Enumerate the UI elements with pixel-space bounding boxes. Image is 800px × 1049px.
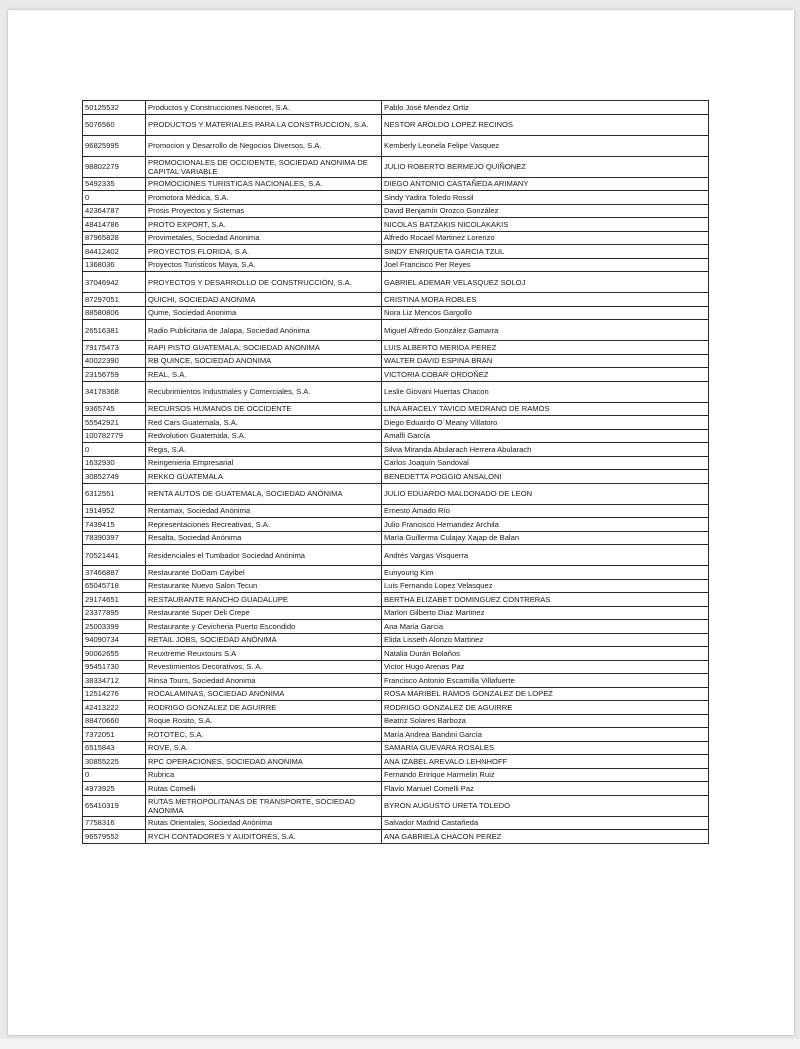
- representative-cell: Miguel Alfredo González Gamarra: [382, 320, 709, 341]
- company-name-cell: Roque Rosito, S.A.: [146, 714, 382, 728]
- company-name-cell: Proyectos Turísticos Maya, S.A.: [146, 258, 382, 272]
- table-row: [83, 177, 709, 191]
- nit-cell: 65410319: [83, 795, 146, 816]
- table-row: [83, 114, 709, 135]
- representative-cell: BENEDETTA POGGIO ANSALONI: [382, 470, 709, 484]
- company-name-cell: Prosis Proyectos y Sistemas: [146, 204, 382, 218]
- representative-cell: Amalfi García: [382, 429, 709, 443]
- nit-cell: 30852749: [83, 470, 146, 484]
- table-row: [83, 320, 709, 341]
- nit-cell: 25003399: [83, 620, 146, 634]
- company-name-cell: Restaurante DoDam Cayibel: [146, 566, 382, 580]
- table-row: [83, 341, 709, 355]
- representative-cell: María Andrea Bandini García: [382, 728, 709, 742]
- company-name-cell: QUICHI, SOCIEDAD ANONIMA: [146, 293, 382, 307]
- company-name-cell: REKKO GUATEMALA: [146, 470, 382, 484]
- table-row: [83, 354, 709, 368]
- company-name-cell: Recubrimientos Industriales y Comerciales, S.A.: [146, 381, 382, 402]
- table-row: [83, 429, 709, 443]
- nit-cell: 78390397: [83, 531, 146, 545]
- company-name-cell: Rutas Comelli: [146, 782, 382, 796]
- representative-cell: Sindy Yadira Toledo Rossil: [382, 191, 709, 205]
- company-name-cell: Residenciales el Tumbador Sociedad Anónima: [146, 545, 382, 566]
- representative-cell: Ana Maria Garcia: [382, 620, 709, 634]
- nit-cell: 96579552: [83, 830, 146, 844]
- representative-cell: María Guillerma Culajay Xajap de Balan: [382, 531, 709, 545]
- table-row: [83, 402, 709, 416]
- table-body: [83, 101, 709, 844]
- company-name-cell: PROYECTOS Y DESARROLLO DE CONSTRUCCIÓN, S.A.: [146, 272, 382, 293]
- representative-cell: Nora Liz Mencos Gargollo: [382, 306, 709, 320]
- table-row: [83, 258, 709, 272]
- table-row: [83, 470, 709, 484]
- nit-cell: 87965828: [83, 231, 146, 245]
- table-row: [83, 135, 709, 156]
- nit-cell: 23156759: [83, 368, 146, 382]
- table-row: [83, 381, 709, 402]
- nit-cell: 6312551: [83, 483, 146, 504]
- nit-cell: 9365745: [83, 402, 146, 416]
- nit-cell: 79175473: [83, 341, 146, 355]
- representative-cell: JULIO EDUARDO MALDONADO DE LEON: [382, 483, 709, 504]
- company-name-cell: Restaurante Super Deli Crepe: [146, 606, 382, 620]
- nit-cell: 95451730: [83, 660, 146, 674]
- representative-cell: Pablo José Mendez Ortiz: [382, 101, 709, 115]
- nit-cell: 29174651: [83, 593, 146, 607]
- table-row: [83, 687, 709, 701]
- nit-cell: 88580806: [83, 306, 146, 320]
- representative-cell: Leslie Giovani Huertas Chacon: [382, 381, 709, 402]
- company-name-cell: Productos y Construcciones Neocret, S.A.: [146, 101, 382, 115]
- nit-cell: 37046942: [83, 272, 146, 293]
- nit-cell: 7439415: [83, 518, 146, 532]
- representative-cell: Carlos Joaquín Sandoval: [382, 456, 709, 470]
- table-row: [83, 518, 709, 532]
- nit-cell: 23377895: [83, 606, 146, 620]
- representative-cell: LINA ARACELY TAVICO MEDRANO DE RAMOS: [382, 402, 709, 416]
- table-row: [83, 545, 709, 566]
- table-row: [83, 156, 709, 177]
- representative-cell: VICTORIA COBAR ORDOÑEZ: [382, 368, 709, 382]
- nit-cell: 30855225: [83, 755, 146, 769]
- representative-cell: Kemberly Leonela Felipe Vasquez: [382, 135, 709, 156]
- table-row: [83, 620, 709, 634]
- nit-cell: 48414786: [83, 218, 146, 232]
- nit-cell: 1368036: [83, 258, 146, 272]
- company-name-cell: RUTAS METROPOLITANAS DE TRANSPORTE, SOCIEDAD ANONIMA: [146, 795, 382, 816]
- table-row: [83, 830, 709, 844]
- table-row: [83, 368, 709, 382]
- nit-cell: 94090734: [83, 633, 146, 647]
- nit-cell: 42413222: [83, 701, 146, 715]
- company-name-cell: ROVE, S.A.: [146, 741, 382, 755]
- representative-cell: Victor Hugo Arenas Paz: [382, 660, 709, 674]
- table-row: [83, 272, 709, 293]
- company-name-cell: Reuxtreme Reuxtours S.A: [146, 647, 382, 661]
- representative-cell: Ernesto Amado Río: [382, 504, 709, 518]
- table-row: [83, 816, 709, 830]
- nit-cell: 90062655: [83, 647, 146, 661]
- representative-cell: GABRIEL ADEMAR VELASQUEZ SOLOJ: [382, 272, 709, 293]
- table-row: [83, 606, 709, 620]
- table-row: [83, 795, 709, 816]
- table-row: [83, 741, 709, 755]
- nit-cell: 34178368: [83, 381, 146, 402]
- table-row: [83, 714, 709, 728]
- representative-cell: DIEGO ANTONIO CASTAÑEDA ARIMANY: [382, 177, 709, 191]
- document-page: [8, 10, 794, 1035]
- nit-cell: 40022390: [83, 354, 146, 368]
- company-name-cell: REAL, S.A.: [146, 368, 382, 382]
- company-name-cell: Rutas Orientales, Sociedad Anónima: [146, 816, 382, 830]
- company-name-cell: PROYECTOS FLORIDA, S.A.: [146, 245, 382, 259]
- company-name-cell: Redvolution Guatemala, S.A.: [146, 429, 382, 443]
- company-name-cell: Qume, Sociedad Anonima: [146, 306, 382, 320]
- company-name-cell: RECURSOS HUMANOS DE OCCIDENTE: [146, 402, 382, 416]
- representative-cell: BYRON AUGUSTO URETA TOLEDO: [382, 795, 709, 816]
- representative-cell: Diego Eduardo O´Meany Villatoro: [382, 416, 709, 430]
- company-name-cell: Restaurante Nuevo Salon Tecun: [146, 579, 382, 593]
- nit-cell: 12514276: [83, 687, 146, 701]
- representative-cell: Marlon Gilberto Diaz Martinez: [382, 606, 709, 620]
- table-row: [83, 416, 709, 430]
- company-name-cell: RAPI PISTO GUATEMALA, SOCIEDAD ANONIMA: [146, 341, 382, 355]
- table-row: [83, 204, 709, 218]
- nit-cell: 96825995: [83, 135, 146, 156]
- table-row: [83, 231, 709, 245]
- company-name-cell: Revestimientos Decorativos, S. A.: [146, 660, 382, 674]
- representative-cell: Beatriz Solares Barboza: [382, 714, 709, 728]
- representative-cell: Natalia Durán Bolaños: [382, 647, 709, 661]
- representative-cell: SAMARIA GUEVARA ROSALES: [382, 741, 709, 755]
- nit-cell: 26516381: [83, 320, 146, 341]
- company-name-cell: Regis, S.A.: [146, 443, 382, 457]
- representative-cell: WALTER DAVID ESPINA BRAN: [382, 354, 709, 368]
- nit-cell: 55542921: [83, 416, 146, 430]
- nit-cell: 84412402: [83, 245, 146, 259]
- nit-cell: 87297051: [83, 293, 146, 307]
- representative-cell: CRISTINA MORA ROBLES: [382, 293, 709, 307]
- table-row: [83, 633, 709, 647]
- representative-cell: RODRIGO GONZALEZ DE AGUIRRE: [382, 701, 709, 715]
- representative-cell: Silvia Miranda Abularach Herrera Abularach: [382, 443, 709, 457]
- table-row: [83, 293, 709, 307]
- nit-cell: 4973925: [83, 782, 146, 796]
- table-row: [83, 701, 709, 715]
- nit-cell: 0: [83, 443, 146, 457]
- nit-cell: 70521441: [83, 545, 146, 566]
- company-name-cell: Representaciones Recreativas, S.A.: [146, 518, 382, 532]
- table-row: [83, 191, 709, 205]
- company-name-cell: PRODUCTOS Y MATERIALES PARA LA CONSTRUCCION, S.A.: [146, 114, 382, 135]
- company-name-cell: Provimetales, Sociedad Anonima: [146, 231, 382, 245]
- representative-cell: Elida Lisseth Alonzo Martinez: [382, 633, 709, 647]
- nit-cell: 5076560: [83, 114, 146, 135]
- company-name-cell: RB QUINCE, SOCIEDAD ANONIMA: [146, 354, 382, 368]
- representative-cell: NESTOR AROLDO LOPEZ RECINOS: [382, 114, 709, 135]
- table-row: [83, 728, 709, 742]
- company-name-cell: RENTA AUTOS DE GUATEMALA, SOCIEDAD ANÓNIMA: [146, 483, 382, 504]
- nit-cell: 6515843: [83, 741, 146, 755]
- nit-cell: 0: [83, 191, 146, 205]
- representative-cell: David Benjamín Orozco González: [382, 204, 709, 218]
- representative-cell: Julio Francisco Hernandez Archila: [382, 518, 709, 532]
- company-name-cell: PROMOCIONES TURISTICAS NACIONALES, S.A.: [146, 177, 382, 191]
- company-name-cell: RODRIGO GONZALEZ DE AGUIRRE: [146, 701, 382, 715]
- company-name-cell: ROTOTEC, S.A.: [146, 728, 382, 742]
- company-name-cell: Restaurante y Cevicheria Puerto Escondido: [146, 620, 382, 634]
- company-name-cell: ROCALAMINAS, SOCIEDAD ANONIMA: [146, 687, 382, 701]
- table-row: [83, 483, 709, 504]
- representative-cell: BERTHA ELIZABET DOMINGUEZ CONTRERAS: [382, 593, 709, 607]
- table-row: [83, 782, 709, 796]
- company-name-cell: Reingenieria Empresarial: [146, 456, 382, 470]
- company-name-cell: Rinsa Tours, Sociedad Anonima: [146, 674, 382, 688]
- nit-cell: 98802279: [83, 156, 146, 177]
- table-row: [83, 647, 709, 661]
- company-name-cell: Rubrica: [146, 768, 382, 782]
- table-row: [83, 101, 709, 115]
- nit-cell: 7758316: [83, 816, 146, 830]
- table-row: [83, 218, 709, 232]
- representative-cell: SINDY ENRIQUETA GARCIA TZUL: [382, 245, 709, 259]
- table-row: [83, 593, 709, 607]
- nit-cell: 7372051: [83, 728, 146, 742]
- representative-cell: Eunyoung Kim: [382, 566, 709, 580]
- company-name-cell: PROMOCIONALES DE OCCIDENTE, SOCIEDAD ANONIMA DE CAPITAL VARIABLE: [146, 156, 382, 177]
- representative-cell: Luis Fernando Lopez Velasquez: [382, 579, 709, 593]
- nit-cell: 88470660: [83, 714, 146, 728]
- nit-cell: 38334712: [83, 674, 146, 688]
- table-row: [83, 306, 709, 320]
- company-table: [82, 100, 709, 844]
- table-row: [83, 443, 709, 457]
- representative-cell: Salvador Madrid Castañeda: [382, 816, 709, 830]
- company-name-cell: Radio Publicitaria de Jalapa, Sociedad Anónima: [146, 320, 382, 341]
- nit-cell: 37466887: [83, 566, 146, 580]
- table-row: [83, 674, 709, 688]
- company-name-cell: PROTO EXPORT, S.A.: [146, 218, 382, 232]
- table-row: [83, 245, 709, 259]
- representative-cell: LUIS ALBERTO MERIDA PEREZ: [382, 341, 709, 355]
- company-name-cell: Rentamax, Sociedad Anónima: [146, 504, 382, 518]
- company-name-cell: RETAIL JOBS, SOCIEDAD ANÓNIMA: [146, 633, 382, 647]
- nit-cell: 0: [83, 768, 146, 782]
- table-row: [83, 660, 709, 674]
- company-name-cell: RESTAURANTE RANCHO GUADALUPE: [146, 593, 382, 607]
- table-row: [83, 755, 709, 769]
- nit-cell: 1632930: [83, 456, 146, 470]
- representative-cell: ANA GABRIELA CHACON PEREZ: [382, 830, 709, 844]
- table-row: [83, 566, 709, 580]
- company-name-cell: RYCH CONTADORES Y AUDITORES, S.A.: [146, 830, 382, 844]
- representative-cell: Francisco Antonio Escamilla Villafuerte: [382, 674, 709, 688]
- representative-cell: Alfredo Rocael Martinez Lorenzo: [382, 231, 709, 245]
- table-row: [83, 531, 709, 545]
- next-page-edge: [0, 1039, 800, 1049]
- representative-cell: ANA IZABEL AREVALO LEHNHOFF: [382, 755, 709, 769]
- company-name-cell: Promocion y Desarrollo de Negocios Diversos, S.A.: [146, 135, 382, 156]
- representative-cell: Joel Francisco Per Reyes: [382, 258, 709, 272]
- table-row: [83, 504, 709, 518]
- company-name-cell: Promotora Médica, S.A.: [146, 191, 382, 205]
- representative-cell: NICOLAS BATZAKIS NICOLAKAKIS: [382, 218, 709, 232]
- company-name-cell: Red Cars Guatemala, S.A.: [146, 416, 382, 430]
- table-row: [83, 768, 709, 782]
- representative-cell: Flavio Manuel Comelli Paz: [382, 782, 709, 796]
- nit-cell: 50125532: [83, 101, 146, 115]
- representative-cell: Fernando Enrique Harmelin Ruiz: [382, 768, 709, 782]
- table-row: [83, 456, 709, 470]
- representative-cell: ROSA MARIBEL RAMOS GONZALEZ DE LOPEZ: [382, 687, 709, 701]
- company-name-cell: RPC OPERACIONES, SOCIEDAD ANONIMA: [146, 755, 382, 769]
- nit-cell: 1914952: [83, 504, 146, 518]
- company-name-cell: Resalta, Sociedad Anónima: [146, 531, 382, 545]
- nit-cell: 42364787: [83, 204, 146, 218]
- nit-cell: 5492335: [83, 177, 146, 191]
- table-row: [83, 579, 709, 593]
- nit-cell: 100782779: [83, 429, 146, 443]
- nit-cell: 65045718: [83, 579, 146, 593]
- representative-cell: Andrés Vargas Visquerra: [382, 545, 709, 566]
- representative-cell: JULIO ROBERTO BERMEJO QUIÑONEZ: [382, 156, 709, 177]
